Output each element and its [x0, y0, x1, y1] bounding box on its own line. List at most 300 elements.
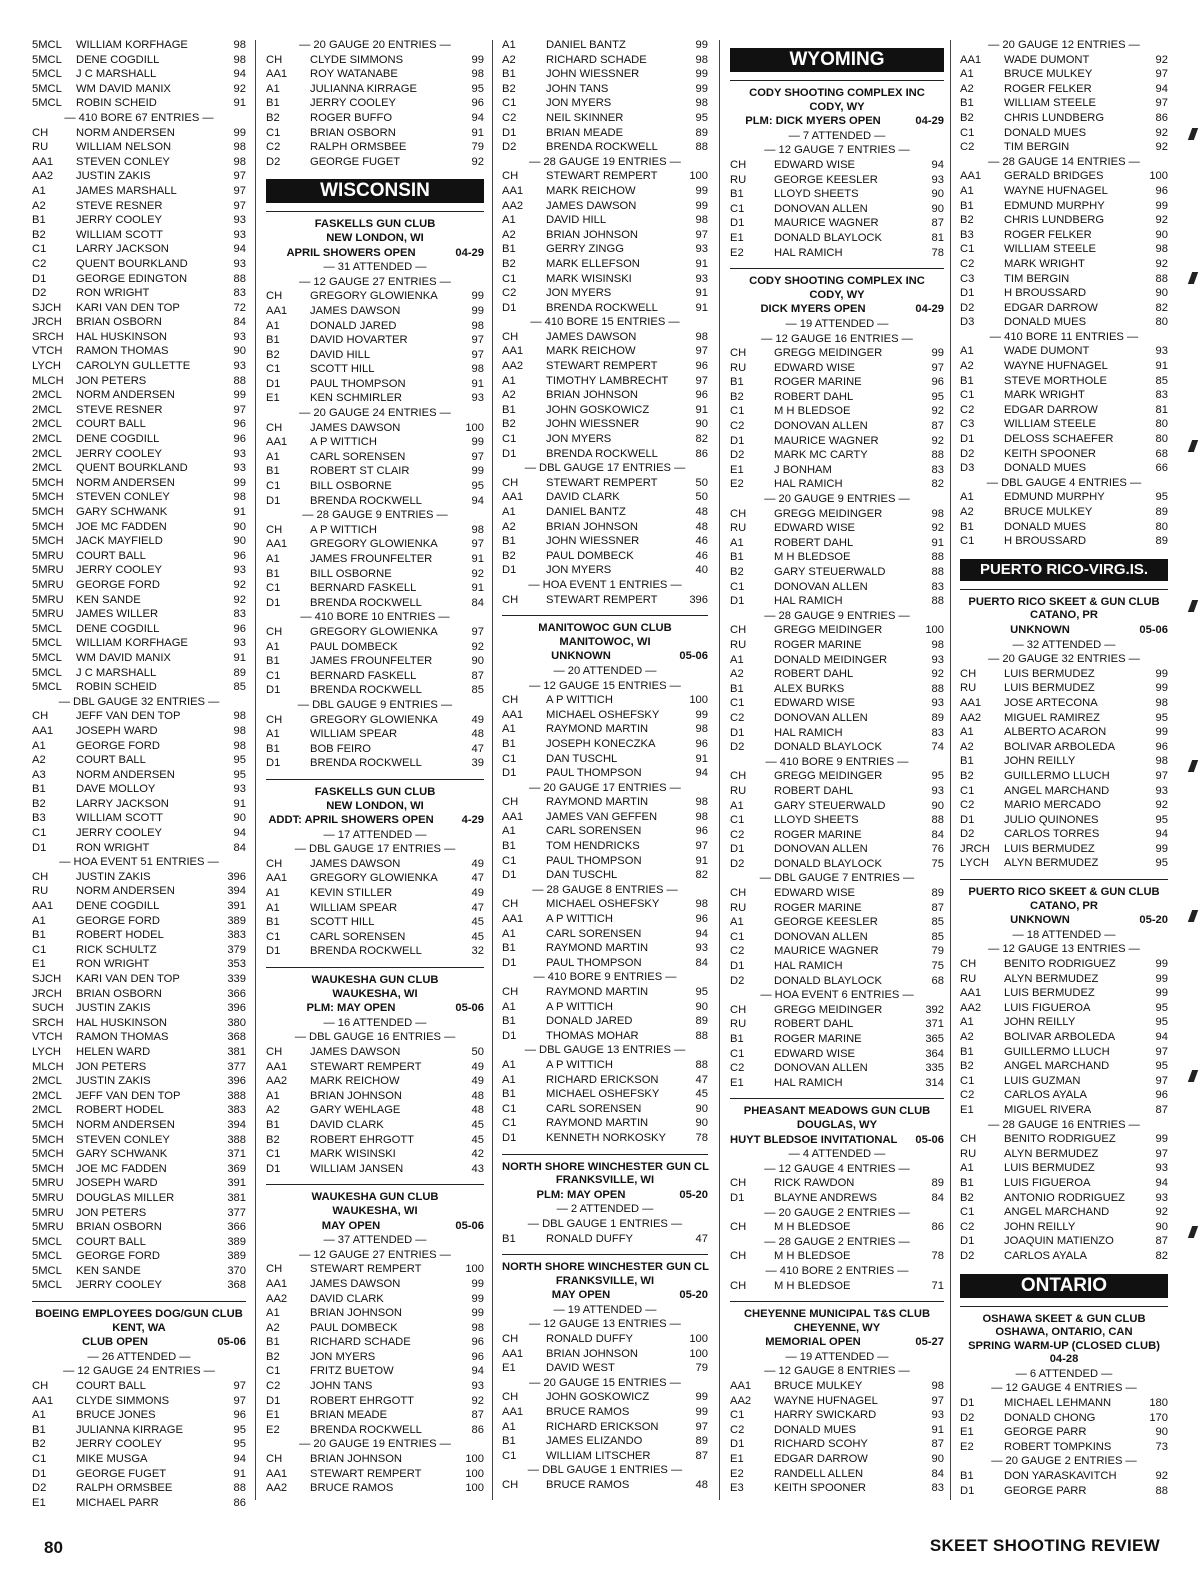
attendance-line: — 16 ATTENDED —: [323, 1016, 427, 1029]
shooter-score: 388: [227, 1089, 246, 1102]
shooter-score: 82: [695, 433, 708, 446]
shooter-score: 383: [227, 929, 246, 942]
shooter-name: RAYMOND MARTIN: [546, 796, 649, 809]
shooter-class: D1: [960, 1484, 975, 1497]
result-row: [32, 782, 246, 797]
shooter-class: C2: [266, 1380, 281, 1393]
result-row: [960, 1425, 1168, 1440]
result-row: [266, 1481, 484, 1496]
shooter-score: 83: [1155, 389, 1168, 402]
shooter-class: A1: [502, 927, 516, 940]
result-row: [730, 696, 944, 711]
shooter-score: 94: [695, 767, 708, 780]
shooter-name: HAL RAMICH: [774, 246, 843, 259]
result-row: [730, 886, 944, 901]
shooter-score: 98: [233, 491, 246, 504]
result-row: [960, 1001, 1168, 1016]
shooter-score: 96: [233, 622, 246, 635]
club-header-line: PUERTO RICO SKEET & GUN CLUB: [968, 595, 1160, 608]
shooter-name: HAL RAMICH: [774, 478, 843, 491]
shooter-score: 98: [695, 898, 708, 911]
shooter-name: JERRY COOLEY: [76, 1279, 163, 1292]
shooter-score: 95: [233, 1423, 246, 1436]
shooter-name: ROBERT DAHL: [774, 784, 854, 797]
shooter-score: 96: [233, 1409, 246, 1422]
shooter-class: CH: [266, 290, 283, 303]
shooter-class: A1: [266, 319, 280, 332]
shooter-score: 91: [471, 582, 484, 595]
shooter-class: D3: [960, 462, 975, 475]
result-row: [730, 231, 944, 246]
gauge-division-heading: — 12 GAUGE 27 ENTRIES —: [299, 275, 451, 288]
shooter-score: 94: [233, 1453, 246, 1465]
edge-mark: [1188, 1226, 1198, 1238]
result-row: [32, 1467, 246, 1482]
shooter-class: CH: [730, 158, 747, 171]
event-name: PLM: MAY OPEN: [306, 1002, 396, 1015]
shooter-name: ROBERT TOMPKINS: [1004, 1440, 1112, 1453]
result-row: [502, 1405, 708, 1420]
result-row: [32, 753, 246, 768]
shooter-score: 369: [227, 1162, 246, 1175]
result-row: [502, 752, 708, 767]
shooter-score: 95: [1155, 1060, 1168, 1073]
shooter-class: CH: [502, 694, 519, 707]
shooter-score: 97: [1155, 97, 1168, 110]
result-row: [502, 868, 708, 883]
gauge-division-heading: — 410 BORE 9 ENTRIES —: [765, 755, 909, 768]
result-row: [32, 563, 246, 578]
shooter-class: 5MRU: [32, 1221, 64, 1234]
result-row: [960, 681, 1168, 696]
shooter-class: D2: [960, 1411, 975, 1424]
shooter-score: 88: [931, 814, 944, 827]
event-date: 05-20: [679, 1289, 708, 1302]
result-row: [266, 1408, 484, 1423]
shooter-class: C1: [730, 202, 745, 215]
result-row: [266, 479, 484, 494]
shooter-score: 84: [931, 1467, 944, 1480]
shooter-name: LUIS BERMUDEZ: [1004, 987, 1095, 1000]
event-name: MEMORIAL OPEN: [765, 1336, 861, 1349]
shooter-class: AA2: [266, 1482, 288, 1495]
shooter-class: A1: [960, 1016, 974, 1029]
shooter-name: TIMOTHY LAMBRECHT: [546, 374, 669, 387]
club-header: [730, 1301, 944, 1335]
shooter-score: 88: [695, 1058, 708, 1071]
gauge-division-heading: — 20 GAUGE 32 ENTRIES —: [988, 653, 1140, 666]
club-header-line: FASKELLS GUN CLUB: [314, 218, 436, 231]
shooter-score: 92: [1155, 1470, 1168, 1483]
shooter-score: 98: [471, 1321, 484, 1334]
shooter-class: B1: [266, 916, 280, 929]
shooter-class: B1: [502, 403, 516, 416]
shooter-class: AA1: [960, 170, 982, 183]
shooter-name: GEORGE PARR: [1004, 1484, 1087, 1497]
shooter-name: DONALD CHONG: [1004, 1411, 1096, 1424]
gauge-division-heading: — DBL GAUGE 13 ENTRIES —: [524, 1044, 686, 1057]
shooter-score: 86: [471, 1423, 484, 1436]
shooter-name: KARI VAN DEN TOP: [76, 973, 180, 985]
club-header: [960, 879, 1168, 913]
shooter-score: 48: [695, 1479, 708, 1491]
shooter-score: 93: [233, 330, 246, 343]
result-row: [502, 985, 708, 1000]
shooter-score: 93: [233, 257, 246, 270]
shooter-name: ROGER MARINE: [774, 376, 862, 389]
shooter-score: 93: [233, 214, 246, 227]
shooter-name: RALPH ORMSBEE: [76, 1482, 173, 1495]
shooter-name: COURT BALL: [76, 549, 146, 562]
shooter-class: D2: [730, 449, 745, 462]
shooter-class: B1: [32, 783, 46, 796]
shooter-class: D1: [502, 564, 517, 577]
result-row: [730, 1176, 944, 1191]
shooter-name: DONOVAN ALLEN: [774, 711, 868, 724]
shooter-name: BOB FEIRO: [310, 742, 371, 755]
result-row: [32, 403, 246, 418]
shooter-class: C1: [502, 1449, 517, 1462]
shooter-score: 99: [1155, 972, 1168, 985]
shooter-name: JACK MAYFIELD: [76, 535, 163, 548]
shooter-score: 88: [233, 1482, 246, 1495]
shooter-class: CH: [32, 710, 49, 723]
result-row: [32, 272, 246, 287]
shooter-name: KEITH SPOONER: [1004, 447, 1097, 460]
result-row: [32, 768, 246, 783]
shooter-class: E1: [960, 1103, 974, 1116]
shooter-name: ANGEL MARCHAND: [1004, 1206, 1110, 1219]
event-date: 05-06: [679, 650, 708, 663]
shooter-name: THOMAS MOHAR: [546, 1029, 639, 1042]
shooter-score: 92: [931, 405, 944, 418]
shooter-name: BRIAN MEADE: [546, 126, 624, 139]
shooter-name: JULIANNA KIRRAGE: [76, 1423, 183, 1436]
shooter-class: C1: [266, 480, 281, 493]
shooter-score: 90: [1155, 228, 1168, 241]
shooter-score: 90: [695, 1000, 708, 1013]
shooter-class: B1: [960, 1470, 974, 1483]
club-header: [730, 268, 944, 302]
shooter-score: 93: [1155, 1191, 1168, 1204]
shooter-score: 100: [689, 1347, 708, 1360]
shooter-name: QUENT BOURKLAND: [76, 257, 188, 270]
club-header: [730, 1098, 944, 1132]
shooter-name: KARI VAN DEN TOP: [76, 301, 180, 314]
attendance-line: — 20 ATTENDED —: [553, 664, 657, 677]
shooter-score: 100: [465, 1467, 484, 1480]
shooter-name: JON MYERS: [546, 433, 612, 446]
result-row: [502, 1058, 708, 1073]
result-row: [266, 1423, 484, 1438]
shooter-class: CH: [730, 887, 747, 900]
shooter-class: C1: [960, 1074, 975, 1087]
shooter-name: M H BLEDSOE: [774, 551, 851, 564]
shooter-name: JAMES WILLER: [76, 608, 159, 621]
shooter-class: B1: [502, 68, 516, 81]
result-row: [730, 711, 944, 726]
shooter-class: VTCH: [32, 345, 63, 358]
club-header: [960, 589, 1168, 623]
shooter-class: CH: [32, 1380, 49, 1393]
shooter-class: C2: [730, 828, 745, 841]
shooter-class: D1: [730, 960, 745, 973]
shooter-name: RON WRIGHT: [76, 958, 150, 971]
result-row: [32, 739, 246, 754]
shooter-class: 5MCL: [32, 1250, 62, 1263]
shooter-class: D2: [730, 857, 745, 870]
shooter-score: 389: [227, 914, 246, 927]
shooter-class: C1: [32, 943, 47, 956]
shooter-name: JOAQUIN MATIENZO: [1004, 1235, 1114, 1248]
result-row: [502, 1390, 708, 1405]
result-row: [32, 1235, 246, 1250]
shooter-score: 93: [931, 1409, 944, 1422]
event-date: 05-20: [679, 1188, 708, 1201]
shooter-name: ANGEL MARCHAND: [1004, 784, 1110, 797]
shooter-name: GERRY ZINGG: [546, 243, 624, 256]
gauge-division-heading: — 410 BORE 2 ENTRIES —: [765, 1264, 909, 1277]
gauge-division-heading: — 12 GAUGE 13 ENTRIES —: [529, 1318, 681, 1331]
shooter-class: C2: [32, 257, 47, 270]
shooter-name: RONALD DUFFY: [546, 1333, 634, 1346]
shooter-class: B2: [502, 82, 516, 95]
result-row: [32, 228, 246, 243]
shooter-score: 97: [1155, 68, 1168, 81]
result-row: [32, 359, 246, 374]
event-name: ADDT: APRIL SHOWERS OPEN: [268, 814, 434, 827]
shooter-class: 5MCH: [32, 476, 64, 489]
shooter-score: 91: [471, 126, 484, 139]
shooter-name: M H BLEDSOE: [774, 405, 851, 418]
result-row: [960, 184, 1168, 199]
result-row: [266, 640, 484, 655]
shooter-name: BRIAN JOHNSON: [546, 1347, 638, 1360]
shooter-score: 86: [931, 1221, 944, 1234]
shooter-class: CH: [266, 53, 283, 66]
shooter-name: GEORGE FUGET: [310, 155, 401, 168]
shooter-name: BLAYNE ANDREWS: [774, 1191, 877, 1204]
shooter-name: DAVID HOVARTER: [310, 334, 408, 347]
binding-edge-marks: [1180, 0, 1200, 1586]
result-row: [266, 742, 484, 757]
shooter-score: 97: [471, 334, 484, 347]
shooter-score: 95: [233, 754, 246, 767]
result-row: [32, 1437, 246, 1452]
shooter-name: BRIAN JOHNSON: [546, 389, 638, 402]
shooter-name: BRUCE MULKEY: [1004, 506, 1093, 518]
shooter-name: BENITO RODRIGUEZ: [1004, 1133, 1116, 1146]
shooter-class: MLCH: [32, 1060, 64, 1073]
shooter-class: C2: [960, 403, 975, 416]
shooter-score: 97: [471, 450, 484, 463]
event-date: 04-29: [455, 246, 484, 259]
shooter-class: B1: [960, 520, 974, 533]
shooter-score: 91: [695, 403, 708, 416]
result-row: [266, 1103, 484, 1118]
shooter-name: GEORGE KEESLER: [774, 916, 878, 929]
shooter-score: 96: [1155, 740, 1168, 753]
shooter-class: 5MRU: [32, 578, 64, 591]
result-row: [32, 943, 246, 958]
result-row: [32, 578, 246, 593]
shooter-name: MAURICE WAGNER: [774, 217, 879, 230]
edge-mark: [1188, 440, 1198, 452]
event-name: UNKNOWN: [1010, 914, 1070, 927]
shooter-score: 95: [695, 111, 708, 124]
shooter-class: CH: [730, 347, 747, 360]
shooter-name: BILL OSBORNE: [310, 567, 392, 580]
result-row: [730, 1467, 944, 1482]
shooter-name: EDWARD WISE: [774, 361, 856, 374]
result-row: [502, 1434, 708, 1449]
shooter-class: D1: [502, 767, 517, 780]
result-row: [32, 549, 246, 564]
shooter-name: EDWARD WISE: [774, 887, 856, 900]
shooter-class: C1: [32, 827, 47, 840]
result-row: [960, 1147, 1168, 1162]
result-row: [730, 550, 944, 565]
result-row: [730, 594, 944, 609]
shooter-score: 99: [471, 1307, 484, 1320]
event-date: 05-20: [1139, 914, 1168, 927]
shooter-name: A P WITTICH: [546, 1000, 613, 1013]
shooter-class: A1: [960, 491, 974, 504]
result-row: [960, 286, 1168, 301]
shooter-name: JON PETERS: [76, 1206, 147, 1219]
shooter-class: AA1: [266, 538, 288, 551]
shooter-name: CARL SORENSEN: [310, 450, 406, 463]
result-row: [502, 1131, 708, 1146]
shooter-score: 95: [695, 986, 708, 998]
club-header-line: FRANKSVILLE, WI: [555, 1274, 655, 1287]
shooter-score: 78: [695, 1131, 708, 1144]
club-header-line: SPRING WARM-UP (CLOSED CLUB): [968, 1339, 1160, 1352]
shooter-class: C2: [730, 1423, 745, 1436]
shooter-name: GERALD BRIDGES: [1004, 170, 1104, 183]
shooter-score: 95: [1155, 711, 1168, 724]
shooter-name: EDWARD WISE: [774, 1047, 856, 1060]
shooter-score: 97: [695, 345, 708, 358]
result-row: [960, 1030, 1168, 1045]
shooter-score: 48: [695, 506, 708, 518]
shooter-name: LUIS BERMUDEZ: [1004, 842, 1095, 855]
shooter-class: A1: [502, 374, 516, 387]
shooter-name: ROBERT EHRGOTT: [310, 1133, 415, 1146]
shooter-class: D1: [730, 1438, 745, 1451]
result-row: [32, 199, 246, 214]
shooter-score: 100: [689, 1333, 708, 1346]
shooter-score: 83: [233, 287, 246, 300]
shooter-class: D1: [266, 596, 281, 609]
result-row: [502, 388, 708, 403]
result-row: [960, 972, 1168, 987]
shooter-class: CH: [730, 507, 747, 520]
gauge-division-heading: — 12 GAUGE 7 ENTRIES —: [764, 144, 910, 157]
shooter-name: WILLIAM JANSEN: [310, 1162, 404, 1175]
shooter-name: JAMES VAN GEFFEN: [546, 810, 658, 823]
shooter-class: AA1: [266, 436, 288, 449]
shooter-class: A1: [730, 799, 744, 812]
shooter-class: D2: [730, 741, 745, 754]
result-row: [266, 126, 484, 141]
shooter-name: JAMES DAWSON: [546, 199, 637, 212]
shooter-name: JOHN WIESSNER: [546, 418, 640, 431]
shooter-class: CH: [960, 958, 977, 971]
result-row: [32, 1452, 246, 1467]
shooter-name: GUILLERMO LLUCH: [1004, 1045, 1110, 1058]
shooter-name: RICHARD SCHADE: [310, 1336, 411, 1349]
shooter-score: 90: [1155, 287, 1168, 300]
shooter-score: 93: [695, 243, 708, 256]
result-row: [266, 654, 484, 669]
shooter-name: JERRY COOLEY: [76, 827, 163, 840]
shooter-score: 48: [471, 1089, 484, 1102]
shooter-name: NORM ANDERSEN: [76, 768, 175, 781]
shooter-score: 93: [233, 462, 246, 475]
shooter-score: 95: [931, 390, 944, 403]
club-header-line: CODY, WY: [809, 100, 865, 113]
shooter-score: 82: [1155, 301, 1168, 314]
result-row: [502, 184, 708, 199]
result-row: [32, 1249, 246, 1264]
result-row: [960, 1440, 1168, 1455]
shooter-score: 98: [931, 1380, 944, 1393]
shooter-class: B2: [266, 111, 280, 124]
attendance-line: — 7 ATTENDED —: [788, 129, 886, 142]
shooter-score: 42: [471, 1148, 484, 1161]
result-row: [266, 1147, 484, 1162]
gauge-division-heading: — DBL GAUGE 1 ENTRIES —: [527, 1464, 683, 1477]
shooter-name: ANGEL MARCHAND: [1004, 1060, 1110, 1073]
shooter-score: 84: [695, 956, 708, 969]
shooter-class: D1: [960, 1397, 975, 1410]
shooter-name: WADE DUMONT: [1004, 53, 1090, 66]
gauge-division-heading: — 20 GAUGE 17 ENTRIES —: [529, 781, 681, 794]
gauge-division-heading: — HOA EVENT 51 ENTRIES —: [59, 856, 219, 869]
gauge-division-heading: — 20 GAUGE 15 ENTRIES —: [529, 1376, 681, 1389]
event-line: [266, 1219, 484, 1234]
shooter-score: 97: [471, 538, 484, 551]
shooter-name: M H BLEDSOE: [774, 1279, 851, 1292]
shooter-class: CH: [502, 1479, 519, 1491]
shooter-score: 49: [471, 857, 484, 870]
event-date: 04-29: [915, 303, 944, 316]
shooter-class: C2: [960, 799, 975, 812]
club-header-line: WAUKESHA, WI: [332, 987, 418, 1000]
gauge-division-heading: — HOA EVENT 6 ENTRIES —: [760, 989, 914, 1002]
shooter-score: 95: [1155, 1001, 1168, 1014]
shooter-score: 396: [689, 593, 708, 606]
shooter-name: MARK REICHOW: [546, 184, 636, 197]
shooter-score: 85: [471, 684, 484, 697]
result-row: [960, 1059, 1168, 1074]
shooter-name: GREGORY GLOWIENKA: [310, 538, 438, 551]
shooter-class: AA1: [960, 53, 982, 66]
result-row: [266, 1394, 484, 1409]
column-divider: [950, 40, 951, 1500]
shooter-score: 371: [925, 1018, 944, 1031]
attendance-line: — 19 ATTENDED —: [785, 317, 889, 330]
shooter-name: JOHN TANS: [310, 1380, 373, 1393]
result-row: [32, 213, 246, 228]
shooter-name: STEVEN CONLEY: [76, 491, 170, 504]
shooter-class: D1: [266, 377, 281, 390]
result-row: [266, 289, 484, 304]
shooter-name: NORM ANDERSEN: [76, 1118, 175, 1131]
result-row: [32, 1089, 246, 1104]
shooter-name: DANIEL BANTZ: [546, 39, 626, 51]
